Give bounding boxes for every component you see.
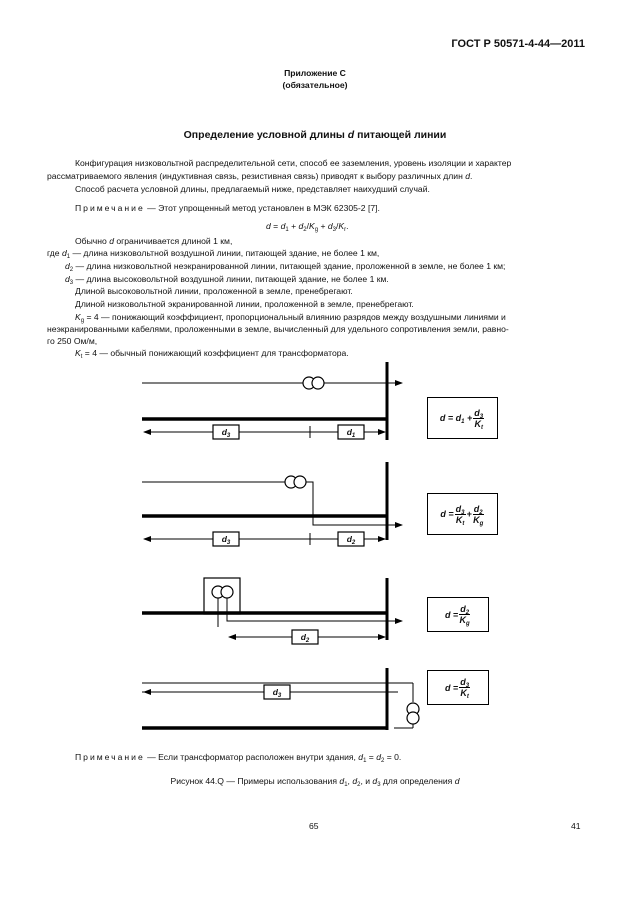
label-d2-3: $d_2$	[300, 632, 310, 644]
def-d2: $d_2$ — длина низковольтной неэкранированной линии, питающей здание, проложенной в земле, не более 1 км;	[65, 261, 506, 273]
formula-box-4: d = $\frac{d_3}{K_t}$	[427, 670, 489, 705]
def-d3: $d_3$ — длина высоковольтной воздушной линии, питающей здание, не более 1 км.	[65, 274, 389, 286]
diagram-3	[142, 578, 402, 644]
def-d1: где $d_1$ — длина низковольтной воздушной линии, питающей здание, не более 1 км,	[47, 248, 380, 260]
note2: Примечание — Если трансформатор расположен внутри здания, $d_1 = d_2 = 0$.	[75, 752, 402, 764]
formula-box-2: d = $\frac{d_3}{K_t}$ + $\frac{d_2}{K_g}$	[427, 493, 498, 535]
label-d2-2: $d_2$	[346, 534, 356, 546]
note1: Примечание — Этот упрощенный метод установлен в МЭК 62305-2 [7].	[75, 203, 380, 213]
appendix-subtitle: (обязательное)	[282, 80, 348, 90]
figure-caption: Рисунок 44.Q — Примеры использования $d_1$, $d_2$, и $d_3$ для определения d	[170, 776, 460, 788]
label-d3-2: $d_3$	[221, 534, 231, 546]
page-number-right: 41	[571, 821, 581, 831]
formula-box-1: $d = d_1$ + $\frac{d_3}{K_t}$	[427, 397, 498, 439]
formula-box-3: d = $\frac{d_2}{K_g}$	[427, 597, 489, 632]
standard-header: ГОСТ Р 50571-4-44—2011	[451, 38, 585, 50]
kg-line1: $K_g = 4$ — понижающий коэффициент, пропорциональный влиянию разрядов между воздушными линиями и	[75, 312, 506, 324]
kg-line2: неэкранированными кабелями, проложенными в земле, вычисленный для удельного сопротивления земли, равно-	[47, 324, 509, 334]
para1-line2: рассматриваемого явления (индуктивная связь, резистивная связь) приводят к выбору различных длин d.	[47, 171, 473, 181]
section-title: Определение условной длины d питающей линии	[183, 129, 447, 141]
label-d3-4: $d_3$	[272, 687, 282, 699]
appendix-title: Приложение С	[284, 68, 346, 78]
kt-line: $K_t = 4$ — обычный понижающий коэффициент для трансформатора.	[75, 348, 349, 360]
neglect1: Длиной высоковольтной линии, проложенной в земле, пренебрегают.	[75, 286, 353, 296]
kg-line3: го 250 Ом/м,	[47, 336, 98, 346]
neglect2: Длиной низковольтной экранированной линии, проложенной в земле, пренебрегают.	[75, 299, 414, 309]
formula-main: $d = d_1 + d_2/K_g + d_3/K_r$.	[266, 221, 349, 233]
para1-line1: Конфигурация низковольтной распределительной сети, способ ее заземления, уровень изоляции и характер	[75, 158, 512, 168]
para2: Способ расчета условной длины, предлагаемый ниже, представляет наихудший случай.	[75, 184, 430, 194]
diagram-4	[142, 668, 419, 730]
limit-text: Обычно d ограничивается длиной 1 км,	[75, 236, 233, 246]
label-d3-1: $d_3$	[221, 427, 231, 439]
label-d1-1: $d_1$	[346, 427, 356, 439]
page-number-left: 65	[309, 821, 319, 831]
